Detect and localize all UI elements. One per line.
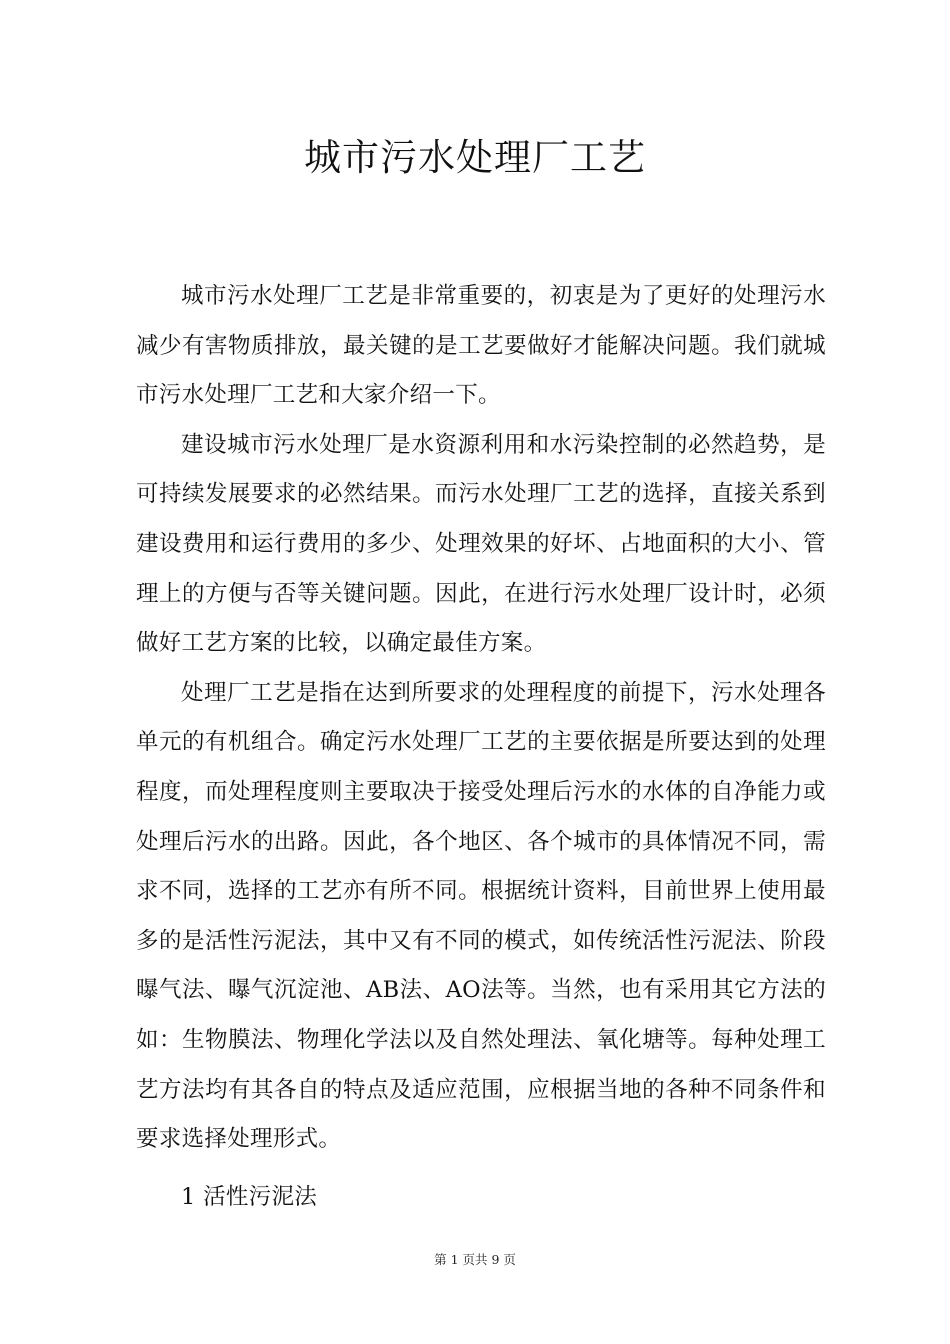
page-title: 城市污水处理厂工艺	[304, 135, 646, 179]
paragraph-intro: 城市污水处理厂工艺是非常重要的，初衷是为了更好的处理污水减少有害物质排放，最关键的是工艺要做好才能解决问题。我们就城市污水处理厂工艺和大家介绍一下。	[136, 283, 826, 409]
page-footer: 第 1 页共 9 页	[434, 1252, 516, 1267]
section-heading: 1 活性污泥法	[181, 1184, 318, 1210]
body-text	[136, 272, 826, 1165]
paragraph-process: 处理厂工艺是指在达到所要求的处理程度的前提下，污水处理各单元的有机组合。确定污水处理厂工艺的主要依据是所要达到的处理程度，而处理程度则主要取决于接受处理后污水的水体的自净能力或处理后污水的出路。因此，各个地区、各个城市的具体情况不同，需求不同，选择的工艺亦有所不同。根据统计资料，目前世界上使用最多的是活性污泥法，其中又有不同的模式，如传统活性污泥法、阶段曝气法、曝气沉淀池、AB法、AO法等。当然，也有采用其它方法的如：生物膜法、物理化学法以及自然处理法、氧化塘等。每种处理工艺方法均有其各自的特点及适应范围，应根据当地的各种不同条件和要求选择处理形式。	[136, 679, 826, 1153]
paragraph-construction: 建设城市污水处理厂是水资源利用和水污染控制的必然趋势，是可持续发展要求的必然结果。而污水处理厂工艺的选择，直接关系到建设费用和运行费用的多少、处理效果的好坏、占地面积的大小、管理上的方便与否等关键问题。因此，在进行污水处理厂设计时，必须做好工艺方案的比较，以确定最佳方案。	[136, 431, 826, 657]
